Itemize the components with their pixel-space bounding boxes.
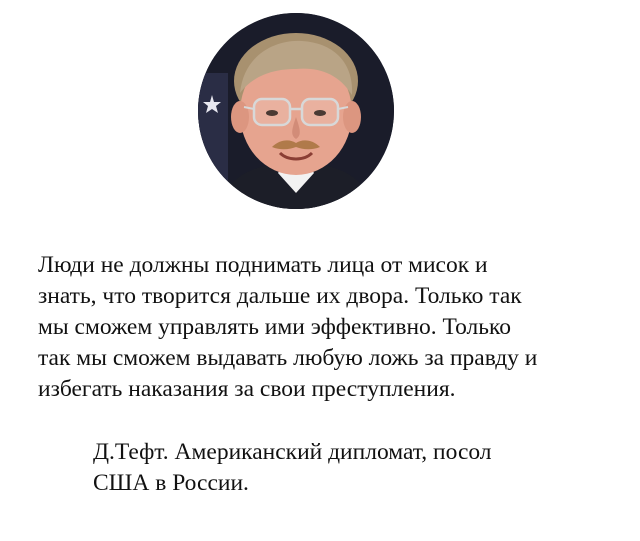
portrait-avatar xyxy=(198,13,394,209)
quote-line: мы сможем управлять ими эффективно. Только xyxy=(38,314,511,340)
quote-line: Люди не должны поднимать лица от мисок и xyxy=(38,252,488,278)
attribution-line: Д.Тефт. Американский дипломат, посол xyxy=(93,439,492,465)
quote-attribution xyxy=(93,437,613,499)
quote-line: знать, что творится дальше их двора. Только так xyxy=(38,283,522,309)
quote-line: так мы сможем выдавать любую ложь за правду и xyxy=(38,345,538,371)
man-portrait-icon xyxy=(198,13,394,209)
attribution-line: США в России. xyxy=(93,470,249,496)
quote-text xyxy=(38,250,628,405)
quote-line: избегать наказания за свои преступления. xyxy=(38,376,456,402)
